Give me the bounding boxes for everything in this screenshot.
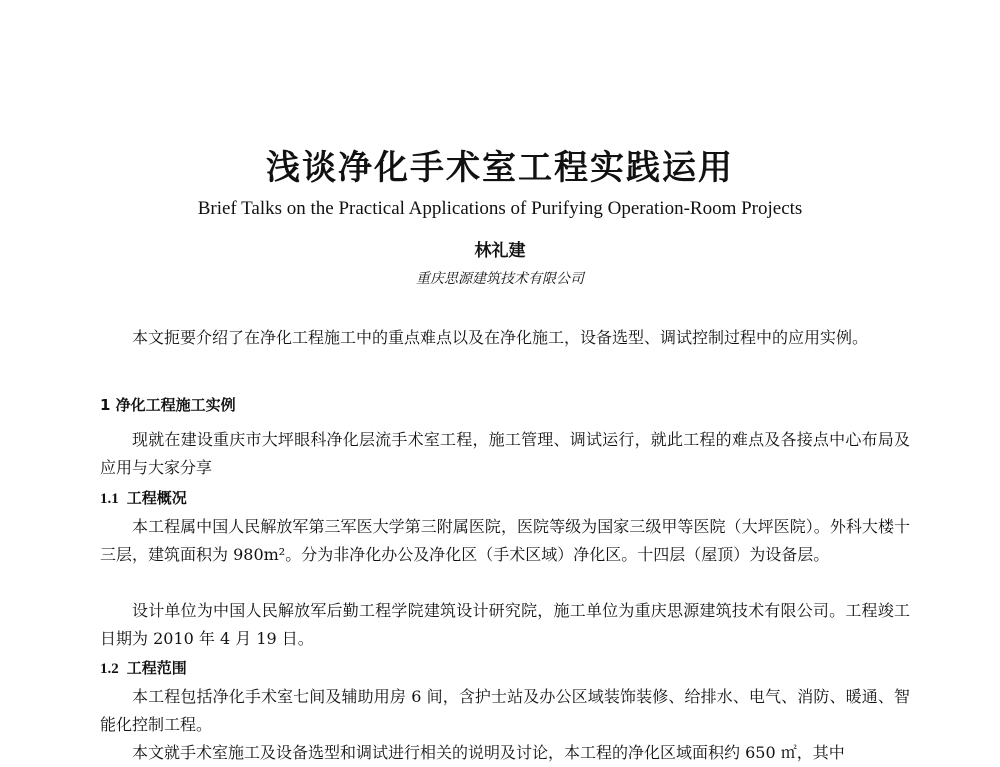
section-1-1-title: 工程概况 bbox=[126, 489, 187, 507]
section-1-2-heading bbox=[100, 656, 910, 681]
section-1-1-heading bbox=[100, 486, 910, 511]
section-1-paragraph: 现就在建设重庆市大坪眼科净化层流手术室工程，施工管理、调试运行，就此工程的难点及各接点中心布局及应用与大家分享 bbox=[100, 430, 910, 477]
section-1-1-number: 1.1 bbox=[100, 491, 119, 507]
section-1-1-paragraph-2: 设计单位为中国人民解放军后勤工程学院建筑设计研究院，施工单位为重庆思源建筑技术有限公司。工程竣工日期为 2010 年 4 月 19 日。 bbox=[100, 601, 910, 648]
section-1-2-title: 工程范围 bbox=[126, 659, 187, 677]
paper-english-title: Brief Talks on the Practical Applications of Purifying Operation-Room Projects bbox=[197, 198, 803, 219]
paper-title: 浅谈净化手术室工程实践运用 bbox=[266, 148, 734, 188]
section-1-1-paragraph-1: 本工程属中国人民解放军第三军医大学第三附属医院，医院等级为国家三级甲等医院（大坪医院）。外科大楼十三层，建筑面积为 980m²。分为非净化办公及净化区（手术区域）净化区。十四层（屋顶）为设备层。 bbox=[100, 517, 910, 564]
author-affiliation: 重庆思源建筑技术有限公司 bbox=[416, 271, 584, 287]
abstract-paragraph: 本文扼要介绍了在净化工程施工中的重点难点以及在净化施工，设备选型、调试控制过程中的应用实例。 bbox=[132, 328, 869, 347]
author-name: 林礼建 bbox=[474, 241, 526, 261]
section-1-2-paragraph-1: 本工程包括净化手术室七间及辅助用房 6 间，含护士站及办公区域装饰装修、给排水、电气、消防、暖通、智能化控制工程。 bbox=[100, 687, 910, 734]
section-1-2-paragraph-2: 本文就手术室施工及设备选型和调试进行相关的说明及讨论，本工程的净化区域面积约 650 ㎡，其中 bbox=[132, 743, 845, 762]
section-1-heading: 1 净化工程施工实例 bbox=[100, 396, 236, 414]
section-1-2-number: 1.2 bbox=[100, 661, 119, 677]
